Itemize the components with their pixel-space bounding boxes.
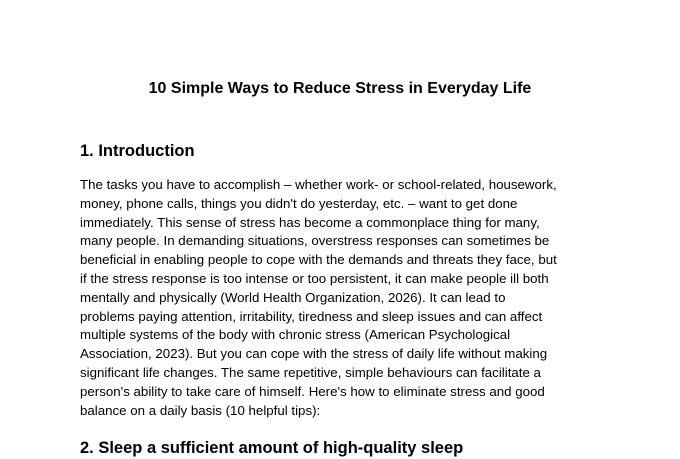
paragraph-line: money, phone calls, things you didn't do yesterday, etc. – want to get done — [80, 195, 518, 211]
paragraph-line: person's ability to take care of himself. Here's how to eliminate stress and good — [80, 383, 545, 399]
paragraph-line: if the stress response is too intense or too persistent, it can make people ill both — [80, 270, 549, 286]
paragraph-line: Association, 2023). But you can cope with the stress of daily life without making — [80, 346, 548, 362]
document-title: 10 Simple Ways to Reduce Stress in Everyday Life — [148, 80, 532, 97]
paragraph-line: mentally and physically (World Health Organization, 2026). It can lead to — [80, 289, 506, 305]
introduction-paragraph — [80, 176, 600, 420]
section-heading-introduction: 1. Introduction — [80, 142, 195, 160]
paragraph-line: balance on a daily basis (10 helpful tips): — [80, 402, 321, 418]
paragraph-line: immediately. This sense of stress has become a commonplace thing for many, — [80, 214, 540, 230]
paragraph-line: problems paying attention, irritability, tiredness and sleep issues and can affect — [80, 308, 543, 324]
paragraph-line: The tasks you have to accomplish – whether work- or school-related, housework, — [80, 177, 557, 192]
paragraph-line: multiple systems of the body with chronic stress (American Psychological — [80, 327, 511, 343]
paragraph-line: many people. In demanding situations, overstress responses can sometimes be — [80, 233, 550, 249]
paragraph-line: beneficial in enabling people to cope with the demands and threats they face, but — [80, 252, 557, 268]
paragraph-line: significant life changes. The same repetitive, simple behaviours can facilitate a — [80, 364, 541, 380]
section-heading-sleep: 2. Sleep a sufficient amount of high-quality sleep — [80, 439, 464, 457]
